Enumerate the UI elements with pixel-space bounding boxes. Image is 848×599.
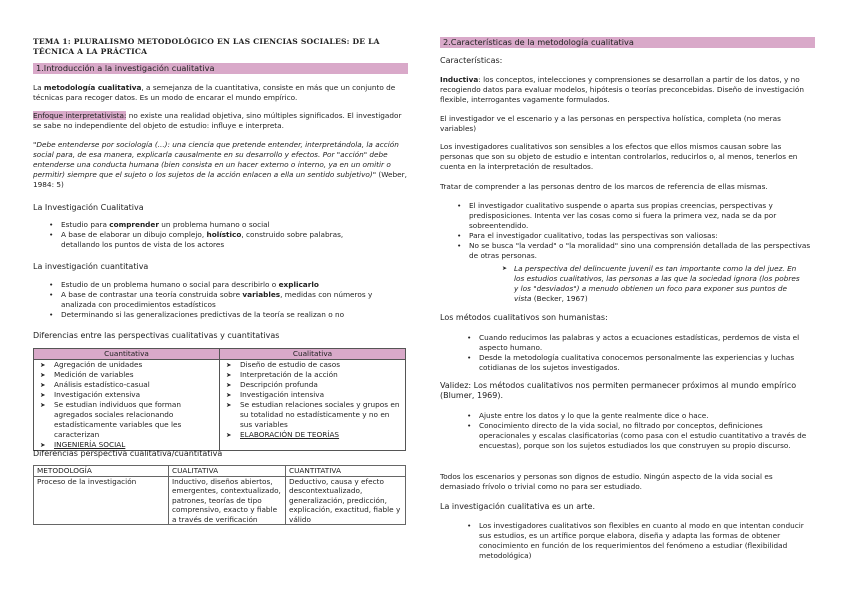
table-item: ➤ Se estudian individuos que forman agregados sociales relacionando estadísticamente variables que les caracterizan xyxy=(36,400,217,440)
list-item: • Estudio de un problema humano o social para describirlo o explicarlo xyxy=(47,280,392,290)
document-title: TEMA 1: PLURALISMO METODOLÓGICO EN LAS CIENCIAS SOCIALES: DE LA TÉCNICA A LA PRÁCTICA xyxy=(33,37,380,56)
table-item: ➤ Análisis estadístico-casual xyxy=(36,380,217,390)
sensibles-paragraph: Los investigadores cualitativos son sensibles a los efectos que ellos mismos causan sobre las personas que son su objeto de estudio e intentan controlarlos, reducirlos o, al menos, tenerlos en cuenta en la interpretación de resultados. xyxy=(440,142,798,171)
inductiva-paragraph: Inductiva: los conceptos, intelecciones y comprensiones se desarrollan a partir de los datos, y no recogiendo datos para evaluar modelos, hipótesis o teorías preconcebidas. Diseño de investigación flexible, interrogantes vagamente formulados. xyxy=(440,75,804,104)
cualitativa-cell xyxy=(220,360,406,451)
table-item: ➤ Interpretación de la acción xyxy=(222,370,403,380)
list-item: • El investigador cualitativo suspende o aparta sus propias creencias, perspectivas y predisposiciones. Intenta ver las cosas como si fuera la primera vez, nada se da por sobreentendido. xyxy=(455,201,813,231)
list-item: • Estudio para comprender un problema humano o social xyxy=(47,220,377,230)
list-item: • A base de contrastar una teoría construida sobre variables, medidas con números y analizada con procedimientos estadísticos xyxy=(47,290,392,310)
cuantitativa-list xyxy=(47,280,392,320)
methodology-table xyxy=(33,465,406,525)
intro-paragraph: La metodología cualitativa, a semejanza de la cuantitativa, consiste en más que un conjunto de técnicas para recoger datos. Es un modo de encarar el mundo empírico. xyxy=(33,83,396,102)
enfoque-paragraph: Enfoque interpretativista: no existe una realidad objetiva, sino múltiples significados. El investigador se sabe no independiente del objeto de estudio: influye e interpreta. xyxy=(33,111,402,130)
table-item: ➤ Medición de variables xyxy=(36,370,217,380)
table-item: ➤ Diseño de estudio de casos xyxy=(222,360,403,370)
weber-quote: "Debe entenderse por sociología (...): una ciencia que pretende entender, interpretándola, la acción social para, de esa manera, explicarla causalmente en su desarrollo y efectos. Por "acción" debe entenderse una conducta humana (bien consista en un hacer externo o interno, ya en un omitir o permitir) siempre que el sujeto o los sujetos de la acción enlacen a ella un sentido subjetivo)" (Weber, 1984: 5) xyxy=(33,140,407,189)
cuantitativa-cell xyxy=(34,360,220,451)
list-item: • A base de elaborar un dibujo complejo, holístico, construido sobre palabras, detallando los puntos de vista de los actores xyxy=(47,230,377,250)
section-heading-intro: 1.Introducción a la investigación cualitativa xyxy=(33,63,408,74)
cualitativa-title: La Investigación Cualitativa xyxy=(33,203,144,212)
escenarios-paragraph: Todos los escenarios y personas son dignos de estudio. Ningún aspecto de la vida social es demasiado frívolo o trivial como no para ser estudiado. xyxy=(440,472,773,491)
list-item: • Para el investigador cualitativo, todas las perspectivas son valiosas: xyxy=(455,231,813,241)
table-header: METODOLOGÍA xyxy=(34,466,169,477)
enfoque-label: Enfoque interpretativista: xyxy=(33,111,127,120)
arte-title: La investigación cualitativa es un arte. xyxy=(440,502,595,511)
table-cell: Inductivo, diseños abiertos, emergentes, contextualizado, patrones, teorías de tipo comprensivo, exacto y fiable a través de verificación xyxy=(169,476,286,525)
table-cell: Proceso de la investigación xyxy=(34,476,169,525)
table-item: ➤ Investigación intensiva xyxy=(222,390,403,400)
table-item: ➤ Descripción profunda xyxy=(222,380,403,390)
validez-title: Validez: Los métodos cualitativos nos permiten permanecer próximos al mundo empírico (Blumer, 1969). xyxy=(440,381,797,400)
cuantitativa-title: La investigación cuantitativa xyxy=(33,262,149,271)
list-item: • No se busca "la verdad" o "la moralidad" sino una comprensión detallada de las perspectivas de otras personas. xyxy=(455,241,813,261)
table-item: ➤ Agregación de unidades xyxy=(36,360,217,370)
humanistas-list xyxy=(465,333,810,373)
list-item: ➤ La perspectiva del delincuente juvenil es tan importante como la del juez. En los estudios cualitativos, las personas a las que la sociedad ignora (los pobres y los "desviados") a menudo obtienen un foco para exponer sus puntos de vista (Becker, 1967) xyxy=(500,264,800,304)
table-item: ➤ Investigación extensiva xyxy=(36,390,217,400)
cualitativa-list xyxy=(47,220,377,250)
header-cuantitativa: Cuantitativa xyxy=(34,349,220,360)
diferencias2-title: Diferencias perspectiva cualitativa/cuantitativa xyxy=(33,449,223,458)
table-item: ➤ INGENIERÍA SOCIAL xyxy=(36,440,217,450)
table-header: CUALITATIVA xyxy=(169,466,286,477)
list-item: • Determinando si las generalizaciones predictivas de la teoría se realizan o no xyxy=(47,310,392,320)
delincuente-quote-list xyxy=(500,264,800,304)
section-heading-caracteristicas: 2.Características de la metodología cualitativa xyxy=(440,37,815,48)
table-item: ➤ ELABORACIÓN DE TEORÍAS xyxy=(222,430,403,440)
list-item: • Ajuste entre los datos y lo que la gente realmente dice o hace. xyxy=(465,411,815,421)
list-item: • Cuando reducimos las palabras y actos a ecuaciones estadísticas, perdemos de vista el aspecto humano. xyxy=(465,333,810,353)
arte-list xyxy=(465,521,810,561)
list-item: • Los investigadores cualitativos son flexibles en cuanto al modo en que intentan conducir sus estudios, es un artífice porque elabora, diseña y adapta las formas de obtener conocimiento en función de los requerimientos del fenómeno a estudiar (flexibilidad metodológica) xyxy=(465,521,810,561)
list-item: • Desde la metodología cualitativa conocemos personalmente las experiencias y luchas cotidianas de los sujetos investigados. xyxy=(465,353,810,373)
table-item: ➤ Se estudian relaciones sociales y grupos en su totalidad no estadísticamente y no en sus variables xyxy=(222,400,403,430)
comparison-table xyxy=(33,348,406,451)
list-item: • Conocimiento directo de la vida social, no filtrado por conceptos, definiciones operacionales y escalas clasificatorias (como pasa con el estudio cuantitativo a través de encuestas), porque son los sujetos estudiados los que construyen su propio discurso. xyxy=(465,421,815,451)
comprender-paragraph: Tratar de comprender a las personas dentro de los marcos de referencia de ellas mismas. xyxy=(440,182,768,191)
table-header: CUANTITATIVA xyxy=(286,466,406,477)
caracteristicas-title: Características: xyxy=(440,56,503,65)
humanistas-title: Los métodos cualitativos son humanistas: xyxy=(440,313,608,322)
header-cualitativa: Cualitativa xyxy=(220,349,406,360)
holistica-paragraph: El investigador ve el escenario y a las personas en perspectiva holística, completa (no meras variables) xyxy=(440,114,781,133)
perspectivas-list xyxy=(455,201,813,261)
diferencias-title: Diferencias entre las perspectivas cualitativas y cuantitativas xyxy=(33,331,280,340)
validez-list xyxy=(465,411,815,451)
table-cell: Deductivo, causa y efecto descontextualizado, generalización, predicción, explicación, exactitud, fiable y válido xyxy=(286,476,406,525)
